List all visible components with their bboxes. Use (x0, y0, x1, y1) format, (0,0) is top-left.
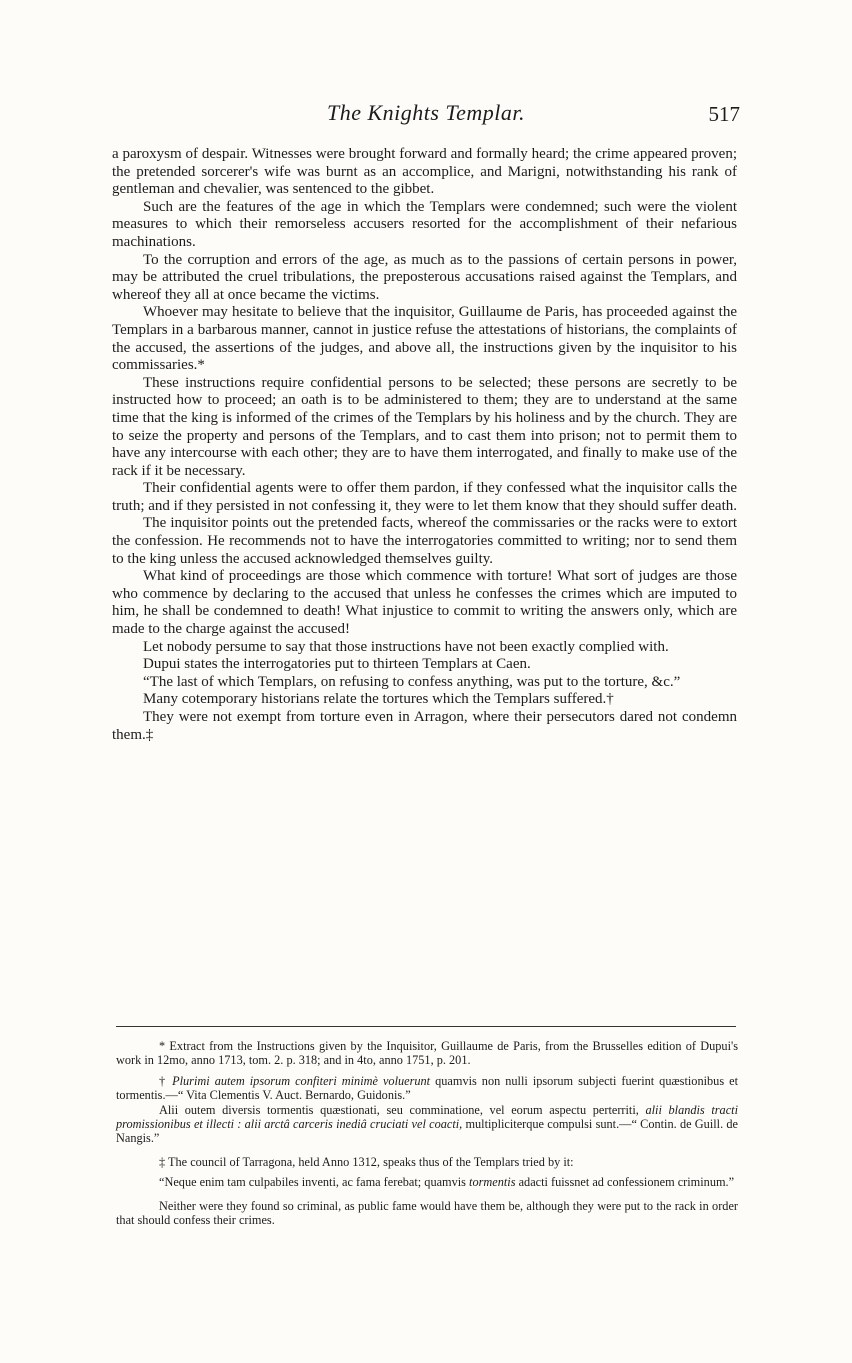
latin-quote: Alii outem diversis tormentis quæstionati, seu comminatione, vel eorum aspectu perterriti, (159, 1102, 646, 1117)
footnote-star: * Extract from the Instructions given by the Inquisitor, Guillaume de Paris, from the Brusselles edition of Dupui's work in 12mo, anno 1713, tom. 2. p. 318; and in 4to, anno 1751, p. 201. (116, 1039, 738, 1068)
latin-quote-italic: alii blandis tracti promissionibus et illecti : alii arctâ carceris inediâ cruciati vel coacti, (116, 1102, 738, 1132)
paragraph: Many cotemporary historians relate the tortures which the Templars suffered.† (143, 691, 614, 708)
latin-quote-rest: quamvis non nulli ipsorum subjecti fuerint quæstionibus et tormentis.—“ Vita Clementis V. Auct. Bernardo, Guidonis.” (116, 1073, 738, 1103)
footnote-dagger-continued (116, 1103, 738, 1146)
footnotes (116, 1039, 738, 1227)
page-header (112, 100, 740, 130)
paragraph: a paroxysm of despair. Witnesses were brought forward and formally heard; the crime appeared proven; the pretended sorcerer's wife was burnt as an accomplice, and Marigni, notwithstanding his rank of gentleman and chevalier, was sentenced to the gibbet. (112, 146, 737, 198)
paragraph: Dupui states the interrogatories put to thirteen Templars at Caen. (143, 656, 531, 673)
paragraph: Let nobody persume to say that those instructions have not been exactly complied with. (143, 638, 669, 655)
paragraph: To the corruption and errors of the age, as much as to the passions of certain persons in power, may be attributed the cruel tribulations, the preposterous accusations raised against the Templars, and whereof they all at once became the victims. (112, 251, 737, 303)
paragraph: What kind of proceedings are those which commence with torture! What sort of judges are those who commence by declaring to the accused that unless he confesses the crimes which are imputed to him, he shall be condemned to death! What injustice to commit to writing the answers only, which are made to the charge against the accused! (112, 568, 737, 638)
footnote-marker: † (159, 1073, 173, 1088)
footnote-dagger (116, 1074, 738, 1103)
paragraph: “The last of which Templars, on refusing to confess anything, was put to the torture, &c.” (143, 673, 681, 690)
page-number: 517 (708, 102, 740, 126)
paragraph: These instructions require confidential persons to be selected; these persons are secretly to be instructed how to proceed; an oath is to be administered to them; they are to understand at the same time that the king is informed of the crimes of the Templars by his holiness and by the church. They are to seize the property and persons of the Templars, and to cast them into prison; not to permit them to have any intercourse with each other; they are to have them interrogated, and finally to make use of the rack if it be necessary. (112, 374, 737, 479)
footnote-double-dagger: ‡ The council of Tarragona, held Anno 1312, speaks thus of the Templars tried by it: (159, 1154, 574, 1169)
running-title: The Knights Templar. (326, 100, 526, 125)
paragraph: Their confidential agents were to offer them pardon, if they confessed what the inquisitor calls the truth; and if they persisted in not confessing it, they were to let them know that they should suffer death. (112, 480, 738, 514)
paragraph: Whoever may hesitate to believe that the inquisitor, Guillaume de Paris, has proceeded against the Templars in a barbarous manner, cannot in justice refuse the attestations of historians, the complaints of the accused, the assertions of the judges, and above all, the instructions given by the inquisitor to his commissaries.* (112, 304, 737, 374)
paragraph: Such are the features of the age in which the Templars were condemned; such were the violent measures to which their remorseless accusers resorted for the accomplishment of their nefarious machinations. (112, 198, 737, 250)
footnote-rule (116, 1026, 736, 1027)
paragraph: The inquisitor points out the pretended facts, whereof the commissaries or the racks were to extort the confession. He recommends not to have the interrogatories committed to writing; nor to send them to the king unless the accused acknowledged themselves guilty. (112, 515, 737, 567)
body-text (112, 146, 737, 744)
council-quote-latin (116, 1175, 738, 1189)
latin-quote-rest: multipliciterque compulsi sunt.—“ Contin. de Guill. de Nangis.” (116, 1117, 738, 1146)
latin-quote: Plurimi autem ipsorum confiteri minimè voluerunt (172, 1073, 431, 1088)
paragraph: They were not exempt from torture even in Arragon, where their persecutors dared not condemn them.‡ (112, 709, 737, 743)
latin-quote-italic: tormentis (469, 1175, 516, 1190)
council-quote-translation: Neither were they found so criminal, as public fame would have them be, although they were put to the rack in order that should confess their crimes. (116, 1198, 738, 1228)
latin-quote: “Neque enim tam culpabiles inventi, ac fama ferebat; quamvis (159, 1175, 470, 1190)
latin-quote-rest: adacti fuissnet ad confessionem criminum.” (515, 1175, 735, 1190)
